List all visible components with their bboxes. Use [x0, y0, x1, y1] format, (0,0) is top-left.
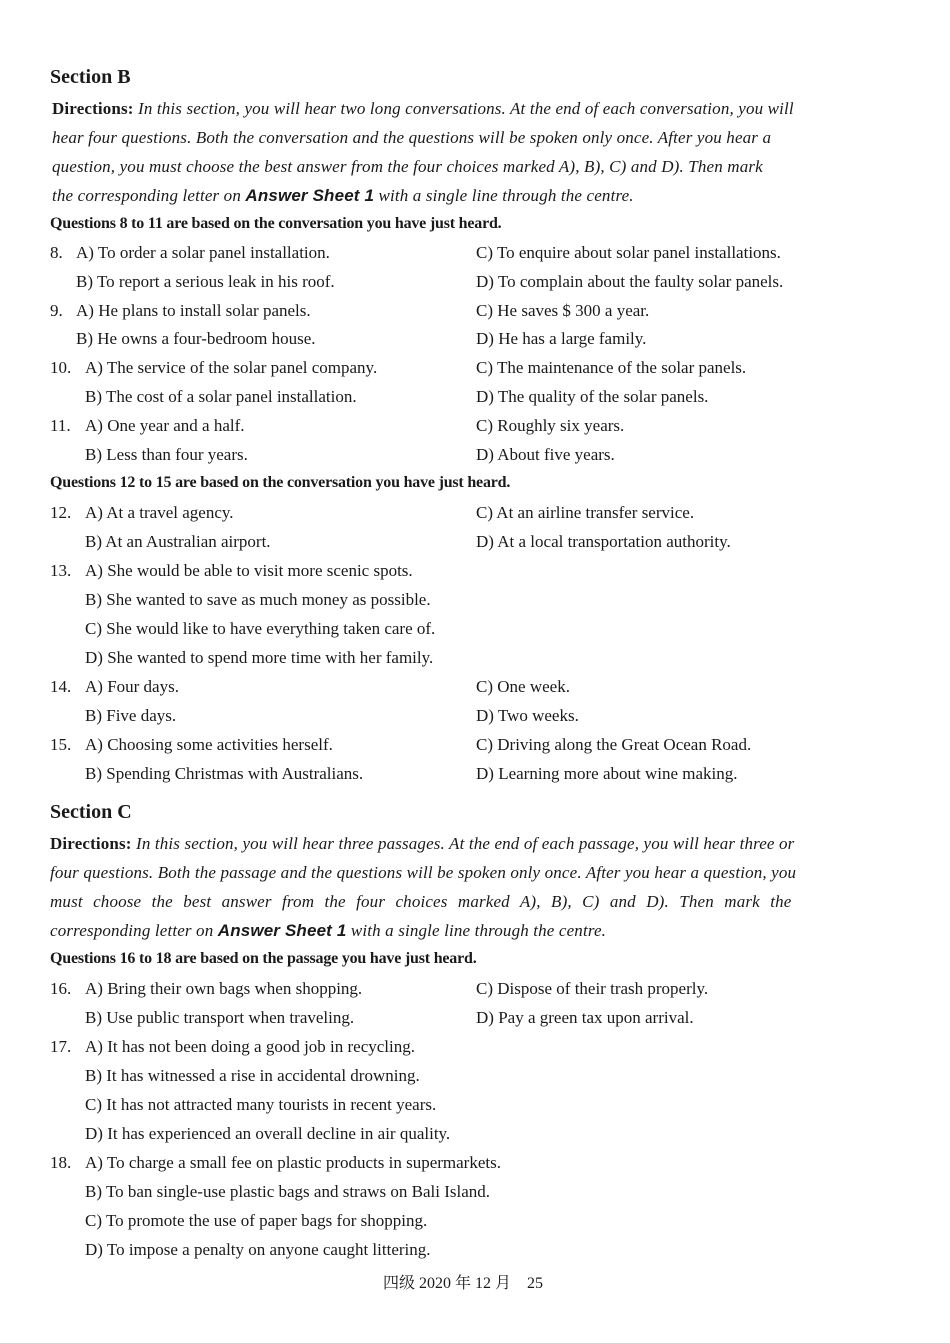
question-group-heading: Questions 8 to 11 are based on the conversation you have just heard. [50, 215, 502, 232]
directions-label: Directions: [52, 99, 134, 118]
option-d: D) She wanted to spend more time with her family. [85, 648, 434, 667]
directions-text: In this section, you will hear three passages. At the end of each passage, you will hear three or [136, 834, 795, 853]
option-c: C) Driving along the Great Ocean Road. [476, 735, 752, 754]
question-number: 16. [50, 979, 72, 998]
question-group-heading: Questions 12 to 15 are based on the conversation you have just heard. [50, 474, 511, 491]
option-c: C) Dispose of their trash properly. [476, 979, 709, 998]
option-d: D) The quality of the solar panels. [476, 387, 709, 406]
option-d: D) About five years. [476, 445, 615, 464]
option-c: C) It has not attracted many tourists in recent years. [85, 1095, 437, 1114]
question-group-heading: Questions 16 to 18 are based on the passage you have just heard. [50, 950, 477, 967]
option-a: A) Four days. [85, 677, 179, 696]
question-number: 18. [50, 1153, 72, 1172]
option-d: D) Learning more about wine making. [476, 764, 738, 783]
option-a: A) At a travel agency. [85, 503, 234, 522]
section-b-directions-line-1 [52, 99, 794, 119]
directions-text: the corresponding letter on [52, 186, 241, 205]
option-a: A) She would be able to visit more scenic spots. [85, 561, 413, 580]
section-c-directions-line-4 [50, 921, 606, 941]
section-b-directions-line-2: hear four questions. Both the conversation and the questions will be spoken only once. After you hear a [52, 128, 772, 147]
option-c: C) One week. [476, 677, 570, 696]
option-c: C) At an airline transfer service. [476, 503, 695, 522]
option-a: A) The service of the solar panel company. [85, 358, 378, 377]
option-b: B) To ban single-use plastic bags and straws on Bali Island. [85, 1182, 491, 1201]
answer-sheet-label: Answer Sheet 1 [245, 186, 375, 205]
option-a: A) One year and a half. [85, 416, 245, 435]
question-number: 15. [50, 735, 72, 754]
option-a: A) Choosing some activities herself. [85, 735, 333, 754]
option-a: A) It has not been doing a good job in recycling. [85, 1037, 416, 1056]
question-number: 14. [50, 677, 72, 696]
question-number: 10. [50, 358, 72, 377]
option-b: B) Five days. [85, 706, 177, 725]
option-a: A) Bring their own bags when shopping. [85, 979, 363, 998]
option-b: B) At an Australian airport. [85, 532, 271, 551]
directions-text: In this section, you will hear two long conversations. At the end of each conversation, you will [138, 99, 794, 118]
section-c-title: Section C [50, 801, 132, 823]
option-d: D) Two weeks. [476, 706, 579, 725]
directions-text: corresponding letter on [50, 921, 214, 940]
question-number: 9. [50, 301, 63, 320]
section-c-directions-line-3: must choose the best answer from the four choices marked A), B), C) and D). Then mark the [50, 892, 792, 911]
option-b: B) She wanted to save as much money as possible. [85, 590, 431, 609]
option-d: D) To complain about the faulty solar panels. [476, 272, 784, 291]
option-a: A) To charge a small fee on plastic products in supermarkets. [85, 1153, 501, 1172]
option-a: A) He plans to install solar panels. [76, 301, 311, 320]
section-c-directions-line-1 [50, 834, 794, 854]
option-b: B) Spending Christmas with Australians. [85, 764, 364, 783]
option-c: C) He saves $ 300 a year. [476, 301, 650, 320]
option-b: B) It has witnessed a rise in accidental drowning. [85, 1066, 420, 1085]
question-number: 13. [50, 561, 72, 580]
directions-text: with a single line through the centre. [350, 921, 607, 940]
directions-label: Directions: [50, 834, 132, 853]
option-d: D) To impose a penalty on anyone caught littering. [85, 1240, 431, 1259]
section-c-directions-line-2: four questions. Both the passage and the questions will be spoken only once. After you hear a question, you [50, 863, 797, 882]
section-b-directions-line-4 [52, 186, 634, 206]
question-number: 11. [50, 416, 71, 435]
option-c: C) Roughly six years. [476, 416, 625, 435]
question-number: 8. [50, 243, 63, 262]
option-b: B) The cost of a solar panel installation. [85, 387, 357, 406]
option-d: D) Pay a green tax upon arrival. [476, 1008, 694, 1027]
directions-text: with a single line through the centre. [378, 186, 634, 205]
option-c: C) To promote the use of paper bags for shopping. [85, 1211, 428, 1230]
question-number: 17. [50, 1037, 72, 1056]
section-b-directions-line-3: question, you must choose the best answer from the four choices marked A), B), C) and D). Then mark [52, 157, 763, 176]
page-footer: 四级 2020 年 12 月 25 [383, 1275, 544, 1292]
answer-sheet-label: Answer Sheet 1 [217, 921, 347, 940]
option-c: C) To enquire about solar panel installations. [476, 243, 781, 262]
section-b-title: Section B [50, 66, 131, 88]
option-d: D) At a local transportation authority. [476, 532, 731, 551]
option-d: D) He has a large family. [476, 329, 647, 348]
option-d: D) It has experienced an overall decline in air quality. [85, 1124, 451, 1143]
option-c: C) The maintenance of the solar panels. [476, 358, 747, 377]
option-b: B) Less than four years. [85, 445, 248, 464]
question-number: 12. [50, 503, 72, 522]
option-b: B) Use public transport when traveling. [85, 1008, 355, 1027]
option-a: A) To order a solar panel installation. [76, 243, 330, 262]
option-b: B) He owns a four-bedroom house. [76, 329, 316, 348]
option-b: B) To report a serious leak in his roof. [76, 272, 335, 291]
option-c: C) She would like to have everything taken care of. [85, 619, 436, 638]
